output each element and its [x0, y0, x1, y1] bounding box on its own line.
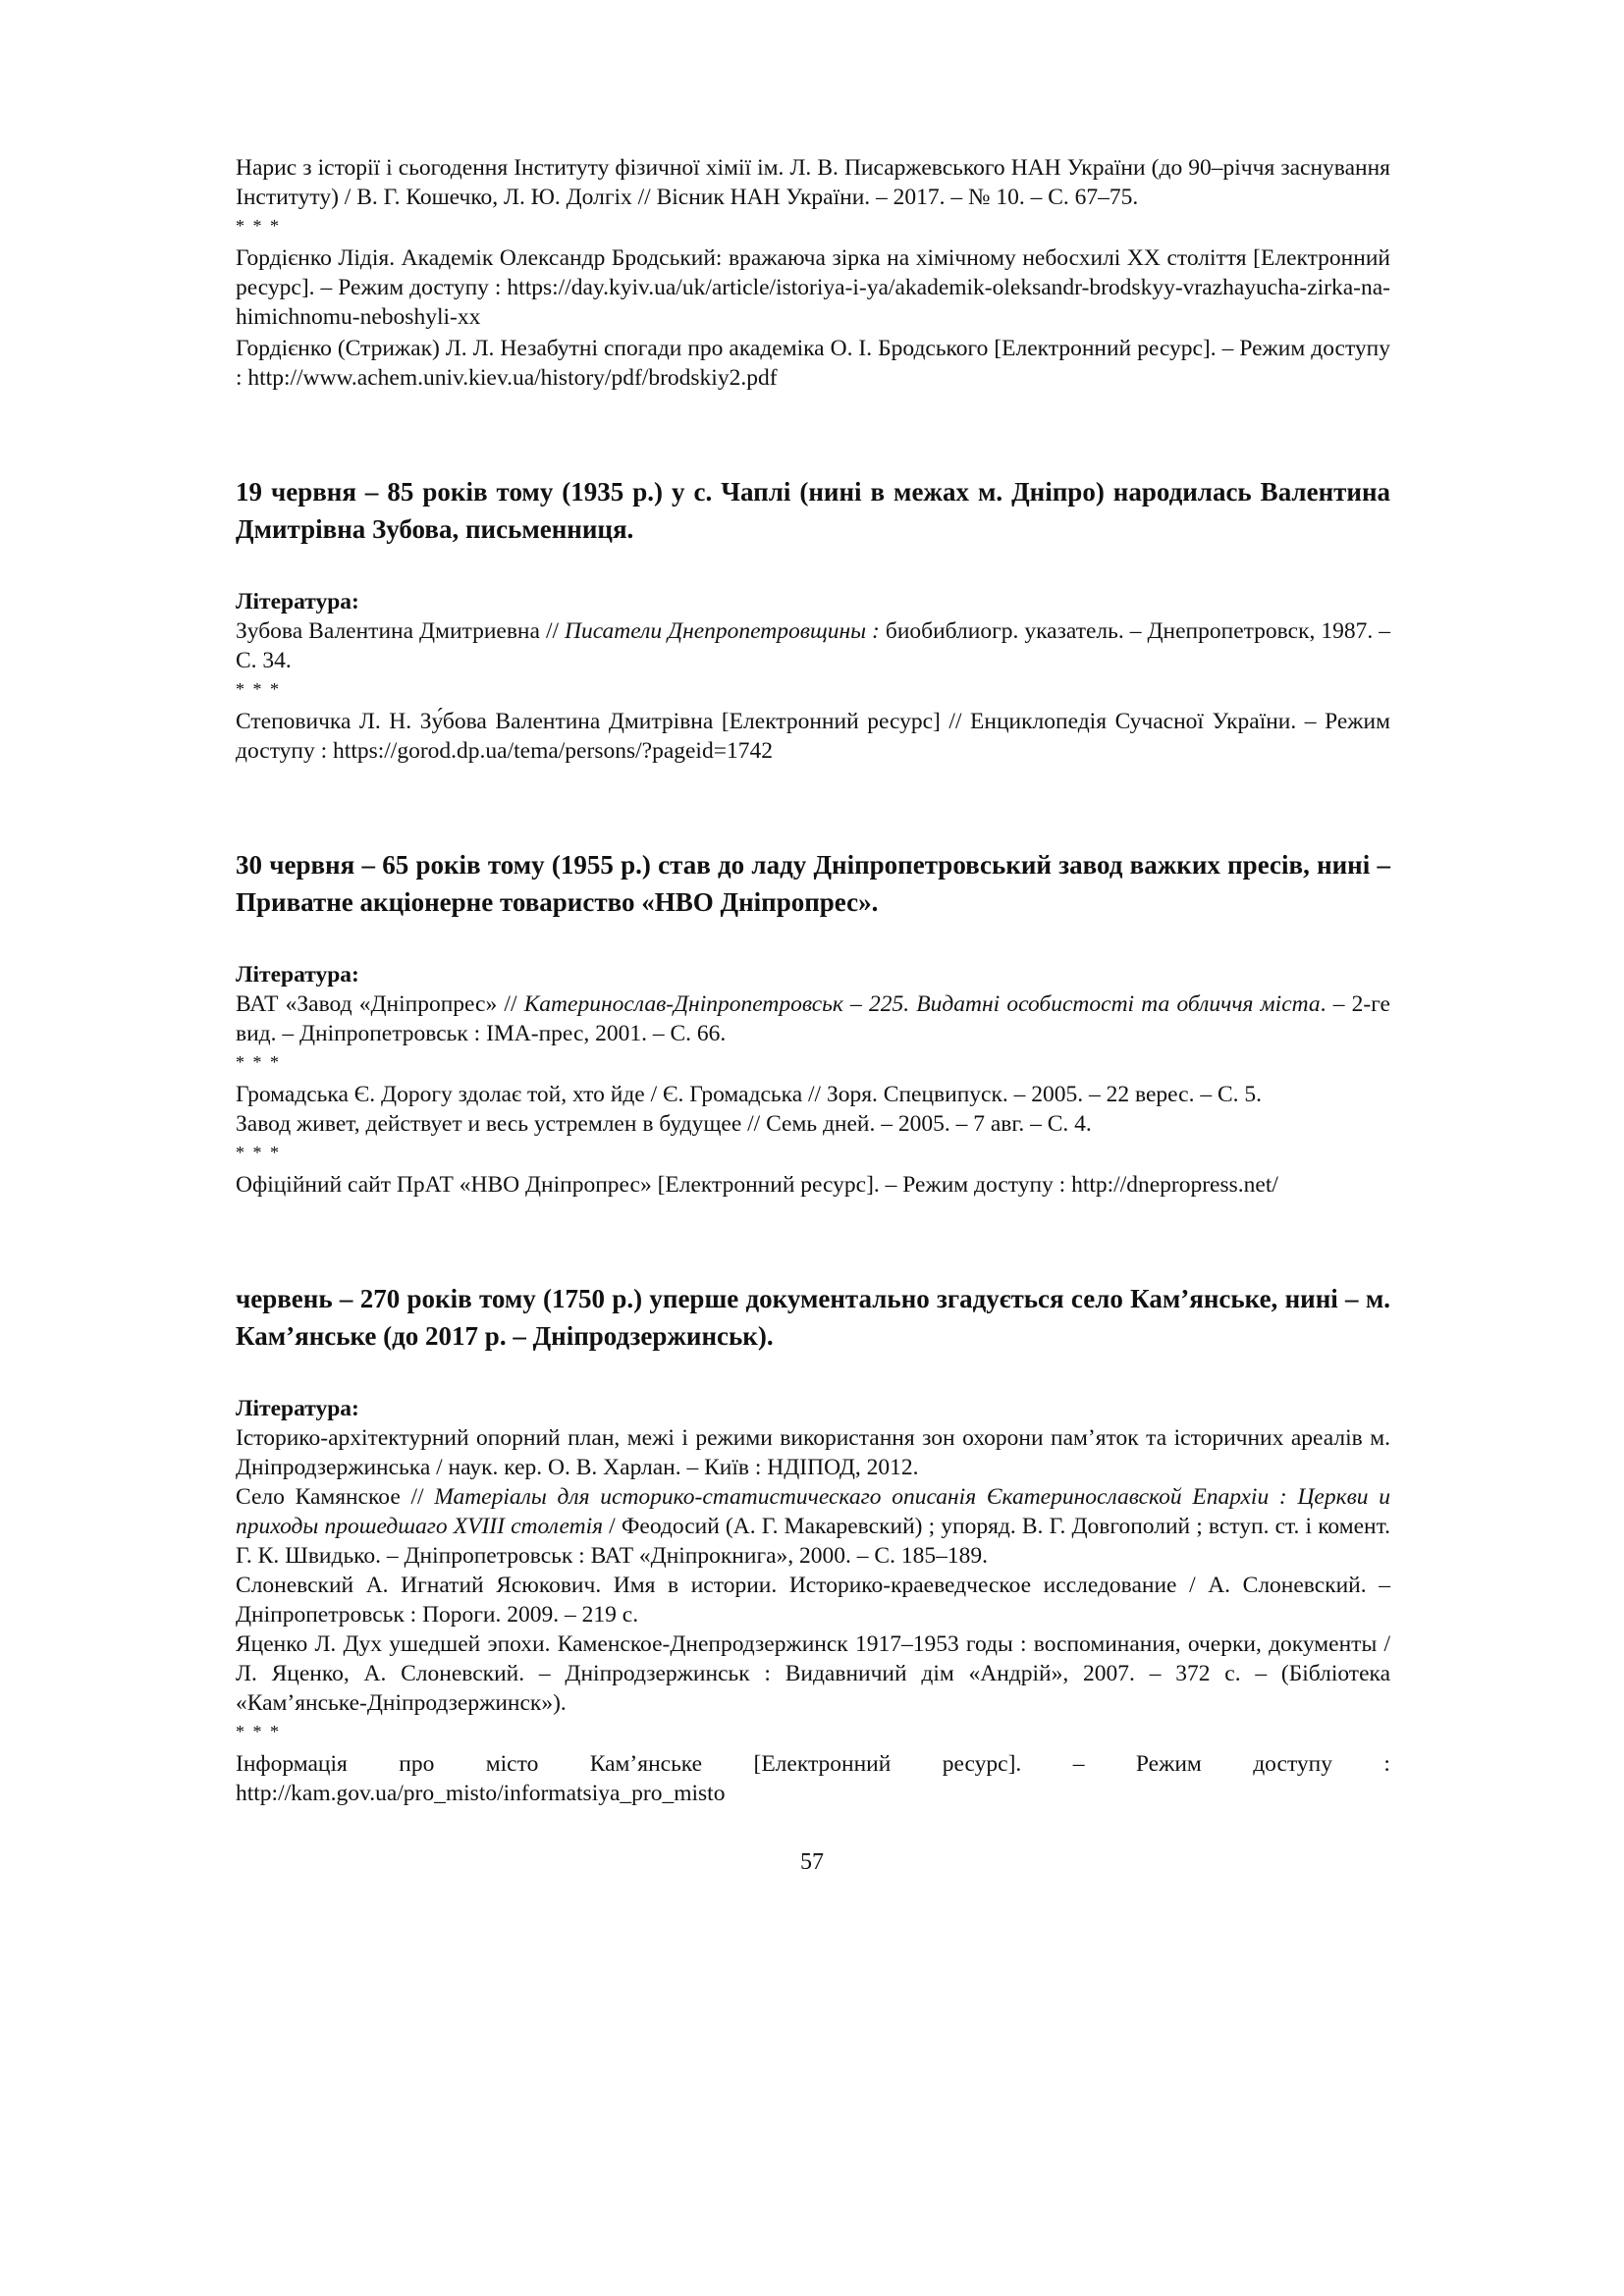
reference-entry: Яценко Л. Дух ушедшей эпохи. Каменское-Днепродзержинск 1917–1953 годы : воспоминания, очерки, документы / Л. Яценко, А. Слоневский. – Дніпродзержинськ : Видавничий дім «Андрій», 2007. – 372 с. – (Бібліотека «Кам’янське-Дніпродзержинск»). [236, 1631, 1390, 1716]
reference-entry: Історико-архітектурний опорний план, межі і режими використання зон охорони пам’яток та історичних ареалів м. Дніпродзержинська / наук. кер. О. В. Харлан. – Київ : НДІПОД, 2012. [236, 1425, 1390, 1480]
reference-entry: Слоневский А. Игнатий Ясюкович. Имя в истории. Историко-краеведческое исследование / А. Слоневский. – Дніпропетровськ : Пороги. 2009. – 219 с. [236, 1573, 1390, 1628]
reference-entry: Село Камянское // Матеріалы для историко-статистическаго описанія Єкатеринославской Епархіи : Церкви и приходы прошедшаго XVIII столетія / Феодосий (А. Г. Макаревский) ; упоряд. В. Г. Довгополий ; вступ. ст. і комент. Г. К. Швидько. – Дніпропетровськ : ВАТ «Дніпрокнига», 2000. – С. 185–189. [236, 1484, 1390, 1569]
page-number: 57 [800, 1849, 824, 1875]
event-heading: 19 червня – 85 років тому (1935 р.) у с. Чаплі (нині в межах м. Дніпро) народилась Валентина Дмитрівна Зубова, письменниця. [236, 477, 1390, 544]
literature-label: Література: [236, 962, 359, 988]
event-heading: червень – 270 років тому (1750 р.) уперше документально згадується село Кам’янське, нині – м. Кам’янське (до 2017 р. – Дніпродзержинськ). [236, 1284, 1390, 1351]
reference-entry: ВАТ «Завод «Дніпропрес» // Катеринослав-Дніпропетровськ – 225. Видатні особистості та обличчя міста. – 2-ге вид. – Дніпропетровськ : ІМА-прес, 2001. – С. 66. [236, 991, 1390, 1046]
reference-entry: Завод живет, действует и весь устремлен в будущее // Семь дней. – 2005. – 7 авг. – С. 4. [236, 1111, 1092, 1137]
event-heading: 30 червня – 65 років тому (1955 р.) став до ладу Дніпропетровський завод важких пресів, нині – Приватне акціонерне товариство «НВО Дніпропрес». [236, 850, 1390, 917]
reference-url: http://kam.gov.ua/pro_misto/informatsiya_pro_misto [236, 1781, 726, 1806]
separator: * * * [236, 216, 281, 236]
separator: * * * [236, 1722, 281, 1741]
reference-entry-spread: Інформація про місто Кам’янське [Електронний ресурс]. – Режим доступу : [236, 1751, 1390, 1777]
separator: * * * [236, 1143, 281, 1162]
literature-label: Література: [236, 589, 359, 614]
reference-entry: Гордієнко (Стрижак) Л. Л. Незабутні спогади про академіка О. І. Бродського [Електронний ресурс]. – Режим доступу : http://www.achem.univ.kiev.ua/history/pdf/brodskiy2.pdf [236, 336, 1390, 391]
reference-entry: Степовичка Л. Н. Зу́бова Валентина Дмитрівна [Електронний ресурс] // Енциклопедія Сучасної України. – Режим доступу : https://gorod.dp.ua/tema/persons/?pageid=1742 [236, 709, 1390, 764]
page-content [236, 153, 1390, 1808]
reference-entry: Гордієнко Лідія. Академік Олександр Бродський: вражаюча зірка на хімічному небосхилі XX століття [Електронний ресурс]. – Режим доступу : https://day.kyiv.ua/uk/article/istoriya-i-ya/akademik-oleksandr-brodskyy-vrazhayucha-zirka-na-himichnomu-neboshyli-xx [236, 245, 1390, 330]
separator: * * * [236, 679, 281, 699]
reference-entry: Громадська Є. Дорогу здолає той, хто йде / Є. Громадська // Зоря. Спецвипуск. – 2005. – 22 верес. – С. 5. [236, 1082, 1263, 1107]
reference-entry: Зубова Валентина Дмитриевна // Писатели Днепропетровщины : биобиблиогр. указатель. – Днепропетровск, 1987. – С. 34. [236, 618, 1390, 673]
reference-entry: Офіційний сайт ПрАТ «НВО Дніпропрес» [Електронний ресурс]. – Режим доступу : http://dnepropress.net/ [236, 1172, 1278, 1198]
literature-label: Література: [236, 1396, 359, 1421]
reference-entry: Нарис з історії і сьогодення Інституту фізичної хімії ім. Л. В. Писаржевського НАН України (до 90–річчя заснування Інституту) / В. Г. Кошечко, Л. Ю. Долгіх // Вісник НАН України. – 2017. – № 10. – С. 67–75. [236, 155, 1390, 210]
separator: * * * [236, 1052, 281, 1072]
